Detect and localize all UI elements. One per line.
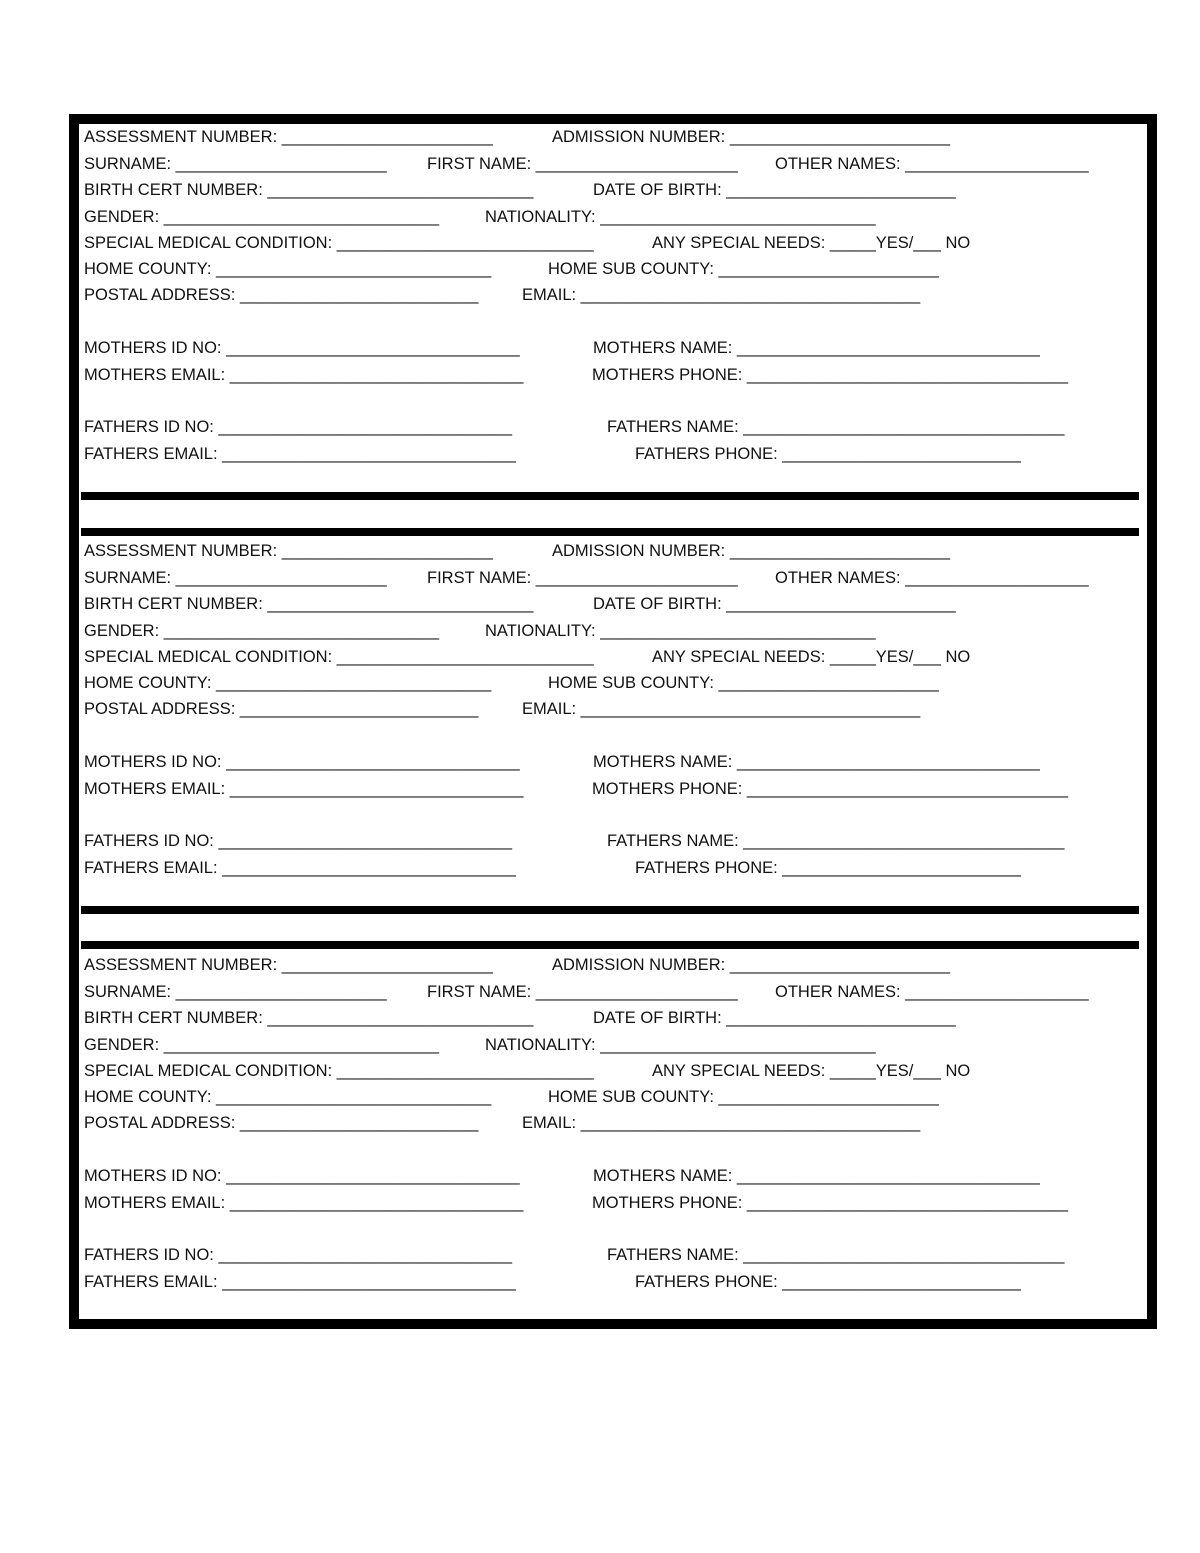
nationality-field[interactable]: NATIONALITY: ______________________________ bbox=[485, 208, 876, 226]
home-sub-county-field[interactable]: HOME SUB COUNTY: ________________________ bbox=[548, 260, 939, 278]
surname-field[interactable]: SURNAME: _______________________ bbox=[84, 983, 387, 1001]
section-divider bbox=[81, 941, 1139, 949]
fathers-name-field[interactable]: FATHERS NAME: ___________________________________ bbox=[607, 832, 1065, 850]
assessment-number-field[interactable]: ASSESSMENT NUMBER: _______________________ bbox=[84, 956, 493, 974]
special-medical-condition-field[interactable]: SPECIAL MEDICAL CONDITION: ____________________________ bbox=[84, 648, 594, 666]
fathers-phone-field[interactable]: FATHERS PHONE: __________________________ bbox=[635, 859, 1021, 877]
fathers-phone-field[interactable]: FATHERS PHONE: __________________________ bbox=[635, 1273, 1021, 1291]
email-field[interactable]: EMAIL: _____________________________________ bbox=[522, 286, 921, 304]
postal-address-field[interactable]: POSTAL ADDRESS: __________________________ bbox=[84, 700, 479, 718]
any-special-needs-field[interactable]: ANY SPECIAL NEEDS: _____YES/___ NO bbox=[652, 1062, 971, 1080]
any-special-needs-field[interactable]: ANY SPECIAL NEEDS: _____YES/___ NO bbox=[652, 648, 971, 666]
nationality-field[interactable]: NATIONALITY: ______________________________ bbox=[485, 622, 876, 640]
postal-address-field[interactable]: POSTAL ADDRESS: __________________________ bbox=[84, 286, 479, 304]
mothers-name-field[interactable]: MOTHERS NAME: _________________________________ bbox=[593, 1167, 1040, 1185]
home-sub-county-field[interactable]: HOME SUB COUNTY: ________________________ bbox=[548, 674, 939, 692]
fathers-email-field[interactable]: FATHERS EMAIL: ________________________________ bbox=[84, 859, 516, 877]
other-names-field[interactable]: OTHER NAMES: ____________________ bbox=[775, 569, 1089, 587]
fathers-name-field[interactable]: FATHERS NAME: ___________________________________ bbox=[607, 418, 1065, 436]
fathers-id-no-field[interactable]: FATHERS ID NO: ________________________________ bbox=[84, 832, 513, 850]
first-name-field[interactable]: FIRST NAME: ______________________ bbox=[427, 983, 738, 1001]
surname-field[interactable]: SURNAME: _______________________ bbox=[84, 569, 387, 587]
surname-field[interactable]: SURNAME: _______________________ bbox=[84, 155, 387, 173]
fathers-email-field[interactable]: FATHERS EMAIL: ________________________________ bbox=[84, 1273, 516, 1291]
date-of-birth-field[interactable]: DATE OF BIRTH: _________________________ bbox=[593, 1009, 956, 1027]
birth-cert-number-field[interactable]: BIRTH CERT NUMBER: _____________________________ bbox=[84, 595, 534, 613]
admission-number-field[interactable]: ADMISSION NUMBER: ________________________ bbox=[552, 956, 951, 974]
birth-cert-number-field[interactable]: BIRTH CERT NUMBER: _____________________________ bbox=[84, 1009, 534, 1027]
date-of-birth-field[interactable]: DATE OF BIRTH: _________________________ bbox=[593, 181, 956, 199]
section-divider bbox=[81, 906, 1139, 914]
section-divider bbox=[81, 528, 1139, 536]
nationality-field[interactable]: NATIONALITY: ______________________________ bbox=[485, 1036, 876, 1054]
special-medical-condition-field[interactable]: SPECIAL MEDICAL CONDITION: ____________________________ bbox=[84, 234, 594, 252]
postal-address-field[interactable]: POSTAL ADDRESS: __________________________ bbox=[84, 1114, 479, 1132]
gender-field[interactable]: GENDER: ______________________________ bbox=[84, 622, 440, 640]
admission-number-field[interactable]: ADMISSION NUMBER: ________________________ bbox=[552, 542, 951, 560]
email-field[interactable]: EMAIL: _____________________________________ bbox=[522, 1114, 921, 1132]
mothers-id-no-field[interactable]: MOTHERS ID NO: ________________________________ bbox=[84, 753, 520, 771]
mothers-phone-field[interactable]: MOTHERS PHONE: ___________________________________ bbox=[592, 780, 1069, 798]
mothers-email-field[interactable]: MOTHERS EMAIL: ________________________________ bbox=[84, 366, 524, 384]
fathers-name-field[interactable]: FATHERS NAME: ___________________________________ bbox=[607, 1246, 1065, 1264]
fathers-email-field[interactable]: FATHERS EMAIL: ________________________________ bbox=[84, 445, 516, 463]
special-medical-condition-field[interactable]: SPECIAL MEDICAL CONDITION: ____________________________ bbox=[84, 1062, 594, 1080]
other-names-field[interactable]: OTHER NAMES: ____________________ bbox=[775, 983, 1089, 1001]
mothers-name-field[interactable]: MOTHERS NAME: _________________________________ bbox=[593, 753, 1040, 771]
fathers-phone-field[interactable]: FATHERS PHONE: __________________________ bbox=[635, 445, 1021, 463]
mothers-phone-field[interactable]: MOTHERS PHONE: ___________________________________ bbox=[592, 1194, 1069, 1212]
first-name-field[interactable]: FIRST NAME: ______________________ bbox=[427, 569, 738, 587]
mothers-email-field[interactable]: MOTHERS EMAIL: ________________________________ bbox=[84, 780, 524, 798]
first-name-field[interactable]: FIRST NAME: ______________________ bbox=[427, 155, 738, 173]
email-field[interactable]: EMAIL: _____________________________________ bbox=[522, 700, 921, 718]
mothers-name-field[interactable]: MOTHERS NAME: _________________________________ bbox=[593, 339, 1040, 357]
admission-number-field[interactable]: ADMISSION NUMBER: ________________________ bbox=[552, 128, 951, 146]
mothers-email-field[interactable]: MOTHERS EMAIL: ________________________________ bbox=[84, 1194, 524, 1212]
gender-field[interactable]: GENDER: ______________________________ bbox=[84, 1036, 440, 1054]
section-divider bbox=[81, 492, 1139, 500]
home-county-field[interactable]: HOME COUNTY: ______________________________ bbox=[84, 674, 492, 692]
mothers-phone-field[interactable]: MOTHERS PHONE: ___________________________________ bbox=[592, 366, 1069, 384]
home-county-field[interactable]: HOME COUNTY: ______________________________ bbox=[84, 260, 492, 278]
mothers-id-no-field[interactable]: MOTHERS ID NO: ________________________________ bbox=[84, 339, 520, 357]
any-special-needs-field[interactable]: ANY SPECIAL NEEDS: _____YES/___ NO bbox=[652, 234, 971, 252]
date-of-birth-field[interactable]: DATE OF BIRTH: _________________________ bbox=[593, 595, 956, 613]
home-sub-county-field[interactable]: HOME SUB COUNTY: ________________________ bbox=[548, 1088, 939, 1106]
mothers-id-no-field[interactable]: MOTHERS ID NO: ________________________________ bbox=[84, 1167, 520, 1185]
birth-cert-number-field[interactable]: BIRTH CERT NUMBER: _____________________________ bbox=[84, 181, 534, 199]
gender-field[interactable]: GENDER: ______________________________ bbox=[84, 208, 440, 226]
assessment-number-field[interactable]: ASSESSMENT NUMBER: _______________________ bbox=[84, 128, 493, 146]
fathers-id-no-field[interactable]: FATHERS ID NO: ________________________________ bbox=[84, 418, 513, 436]
home-county-field[interactable]: HOME COUNTY: ______________________________ bbox=[84, 1088, 492, 1106]
fathers-id-no-field[interactable]: FATHERS ID NO: ________________________________ bbox=[84, 1246, 513, 1264]
other-names-field[interactable]: OTHER NAMES: ____________________ bbox=[775, 155, 1089, 173]
assessment-number-field[interactable]: ASSESSMENT NUMBER: _______________________ bbox=[84, 542, 493, 560]
